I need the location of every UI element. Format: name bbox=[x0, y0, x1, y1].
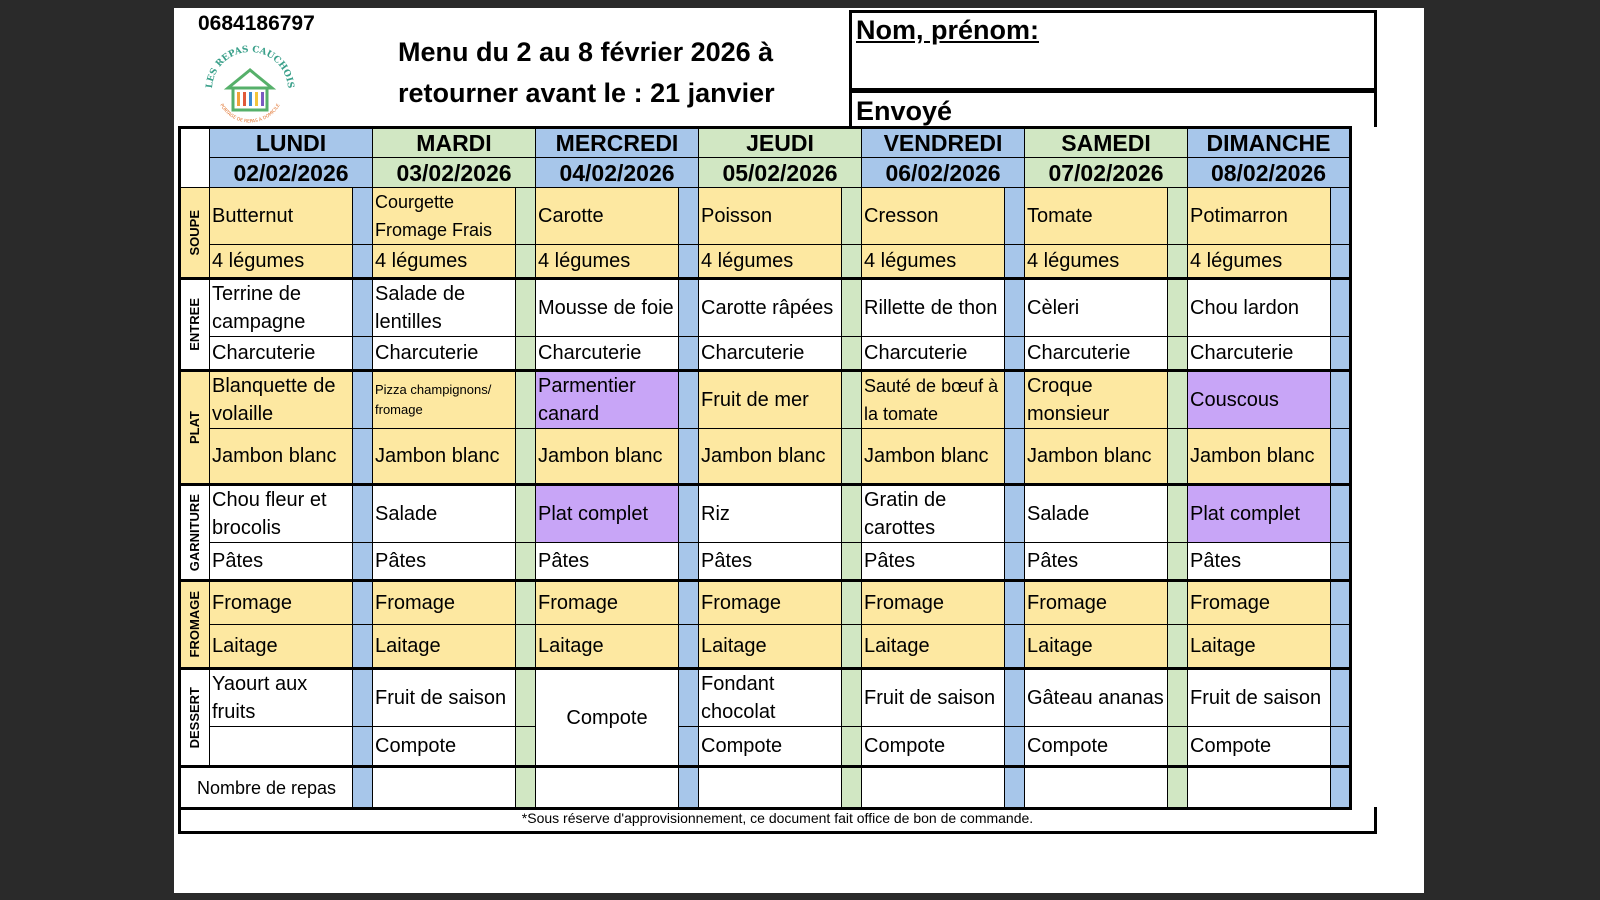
day-stripe bbox=[516, 543, 536, 581]
day-stripe bbox=[1005, 337, 1025, 371]
day-date: 05/02/2026 bbox=[699, 158, 862, 188]
menu-item[interactable]: 4 légumes bbox=[1188, 245, 1331, 279]
menu-item[interactable]: Courgette Fromage Frais bbox=[373, 188, 516, 245]
menu-order-form bbox=[178, 10, 1368, 850]
menu-item[interactable]: Charcuterie bbox=[536, 337, 679, 371]
day-stripe bbox=[1168, 669, 1188, 727]
menu-item[interactable]: Chou fleur et brocolis bbox=[210, 485, 353, 543]
day-stripe bbox=[1005, 543, 1025, 581]
day-stripe bbox=[516, 625, 536, 669]
day-stripe bbox=[1005, 279, 1025, 337]
day-stripe bbox=[842, 727, 862, 767]
menu-item[interactable]: Compote bbox=[699, 727, 842, 767]
menu-item[interactable]: Jambon blanc bbox=[536, 429, 679, 485]
category-label: ENTREE bbox=[187, 298, 202, 351]
menu-item[interactable]: Couscous bbox=[1188, 371, 1331, 429]
menu-item[interactable]: Fruit de saison bbox=[862, 669, 1005, 727]
menu-item[interactable]: Compote bbox=[373, 727, 516, 767]
day-date: 07/02/2026 bbox=[1025, 158, 1188, 188]
footnote: *Sous réserve d'approvisionnement, ce document fait office de bon de commande. bbox=[178, 807, 1377, 834]
day-stripe bbox=[842, 279, 862, 337]
day-stripe bbox=[353, 337, 373, 371]
day-stripe bbox=[516, 188, 536, 245]
day-stripe bbox=[1168, 245, 1188, 279]
meal-count-input[interactable] bbox=[536, 767, 679, 809]
name-field-box[interactable] bbox=[849, 10, 1377, 93]
day-stripe bbox=[842, 767, 862, 809]
menu-item[interactable]: 4 légumes bbox=[862, 245, 1005, 279]
day-stripe bbox=[1331, 625, 1351, 669]
day-stripe bbox=[353, 727, 373, 767]
menu-item[interactable]: Croque monsieur bbox=[1025, 371, 1168, 429]
menu-item[interactable]: Jambon blanc bbox=[862, 429, 1005, 485]
menu-item[interactable]: Pâtes bbox=[1025, 543, 1168, 581]
meal-count-input[interactable] bbox=[373, 767, 516, 809]
day-stripe bbox=[1005, 625, 1025, 669]
plat2-row bbox=[180, 429, 1351, 485]
day-date: 03/02/2026 bbox=[373, 158, 536, 188]
day-date: 06/02/2026 bbox=[862, 158, 1025, 188]
day-stripe bbox=[1168, 429, 1188, 485]
day-stripe bbox=[1331, 279, 1351, 337]
soupe1-row bbox=[180, 188, 1351, 245]
logo-text-top: LES REPAS CAUCHOIS bbox=[204, 44, 296, 89]
menu-table bbox=[178, 126, 1352, 810]
fromage2-row bbox=[180, 625, 1351, 669]
category-plat bbox=[180, 371, 210, 485]
day-stripe bbox=[1168, 485, 1188, 543]
day-stripe bbox=[353, 625, 373, 669]
day-stripe bbox=[1331, 485, 1351, 543]
day-stripe bbox=[1331, 188, 1351, 245]
menu-item[interactable]: Jambon blanc bbox=[210, 429, 353, 485]
menu-item[interactable]: Terrine de campagne bbox=[210, 279, 353, 337]
menu-item[interactable]: 4 légumes bbox=[1025, 245, 1168, 279]
menu-item[interactable]: Yaourt aux fruits bbox=[210, 669, 353, 727]
day-stripe bbox=[842, 245, 862, 279]
menu-item[interactable]: Gratin de carottes bbox=[862, 485, 1005, 543]
menu-item[interactable]: Compote bbox=[1025, 727, 1168, 767]
day-stripe bbox=[842, 188, 862, 245]
meal-count-row bbox=[180, 767, 1351, 809]
menu-item[interactable]: Butternut bbox=[210, 188, 353, 245]
menu-item[interactable]: Charcuterie bbox=[373, 337, 516, 371]
day-stripe bbox=[1168, 279, 1188, 337]
menu-item[interactable]: Fromage bbox=[536, 581, 679, 625]
menu-item[interactable]: Potimarron bbox=[1188, 188, 1331, 245]
day-stripe bbox=[842, 625, 862, 669]
menu-item[interactable]: Fruit de saison bbox=[373, 669, 516, 727]
menu-item[interactable]: Carotte râpées bbox=[699, 279, 842, 337]
day-stripe bbox=[516, 245, 536, 279]
day-stripe bbox=[1168, 371, 1188, 429]
menu-item[interactable]: Cresson bbox=[862, 188, 1005, 245]
day-stripe bbox=[679, 581, 699, 625]
menu-item[interactable]: Gâteau ananas bbox=[1025, 669, 1168, 727]
menu-item[interactable]: Laitage bbox=[862, 625, 1005, 669]
day-stripe bbox=[842, 371, 862, 429]
menu-item[interactable]: Charcuterie bbox=[862, 337, 1005, 371]
menu-item[interactable]: Laitage bbox=[210, 625, 353, 669]
menu-item[interactable]: Jambon blanc bbox=[373, 429, 516, 485]
menu-item[interactable]: Plat complet bbox=[536, 485, 679, 543]
day-name: MARDI bbox=[373, 128, 536, 158]
day-stripe bbox=[353, 485, 373, 543]
day-stripe bbox=[1331, 337, 1351, 371]
menu-item[interactable]: Chou lardon bbox=[1188, 279, 1331, 337]
menu-item[interactable]: Charcuterie bbox=[210, 337, 353, 371]
day-stripe bbox=[1168, 337, 1188, 371]
menu-item[interactable]: Jambon blanc bbox=[1025, 429, 1168, 485]
menu-item[interactable]: Salade bbox=[1025, 485, 1168, 543]
day-stripe bbox=[516, 767, 536, 809]
day-stripe bbox=[1005, 581, 1025, 625]
day-name: SAMEDI bbox=[1025, 128, 1188, 158]
sent-field-box[interactable] bbox=[849, 88, 1377, 127]
day-stripe bbox=[516, 485, 536, 543]
corner-cell bbox=[180, 158, 210, 188]
menu-item[interactable]: Riz bbox=[699, 485, 842, 543]
day-stripe bbox=[679, 727, 699, 767]
fromage1-row bbox=[180, 581, 1351, 625]
menu-item[interactable]: 4 légumes bbox=[699, 245, 842, 279]
menu-item[interactable]: Jambon blanc bbox=[699, 429, 842, 485]
menu-item[interactable]: Salade bbox=[373, 485, 516, 543]
day-name: VENDREDI bbox=[862, 128, 1025, 158]
day-stripe bbox=[679, 669, 699, 727]
name-label: Nom, prénom: bbox=[856, 15, 1040, 45]
menu-item[interactable] bbox=[210, 727, 353, 767]
menu-item[interactable]: Fromage bbox=[1025, 581, 1168, 625]
day-stripe bbox=[1005, 245, 1025, 279]
menu-item[interactable]: Laitage bbox=[699, 625, 842, 669]
category-label: DESSERT bbox=[187, 686, 202, 749]
menu-item[interactable]: Charcuterie bbox=[1188, 337, 1331, 371]
day-stripe bbox=[353, 543, 373, 581]
menu-item[interactable]: Fromage bbox=[373, 581, 516, 625]
day-stripe bbox=[842, 337, 862, 371]
day-stripe bbox=[353, 767, 373, 809]
dessert2-row bbox=[180, 727, 1351, 767]
menu-item[interactable]: Compote bbox=[1188, 727, 1331, 767]
garniture1-row bbox=[180, 485, 1351, 543]
sent-label: Envoyé bbox=[856, 96, 953, 126]
menu-item[interactable]: Pâtes bbox=[536, 543, 679, 581]
day-stripe bbox=[516, 279, 536, 337]
menu-item[interactable]: Fromage bbox=[699, 581, 842, 625]
category-entree bbox=[180, 279, 210, 371]
menu-item[interactable]: Pâtes bbox=[210, 543, 353, 581]
day-date: 04/02/2026 bbox=[536, 158, 699, 188]
day-stripe bbox=[679, 188, 699, 245]
corner-cell bbox=[180, 128, 210, 158]
day-stripe bbox=[1331, 767, 1351, 809]
menu-item[interactable]: Pâtes bbox=[1188, 543, 1331, 581]
day-stripe bbox=[679, 429, 699, 485]
day-name: MERCREDI bbox=[536, 128, 699, 158]
day-stripe bbox=[353, 245, 373, 279]
meal-count-input[interactable] bbox=[862, 767, 1005, 809]
menu-item[interactable]: Carotte bbox=[536, 188, 679, 245]
day-name-row bbox=[180, 128, 1351, 158]
menu-item[interactable]: Fromage bbox=[1188, 581, 1331, 625]
menu-item[interactable]: Poisson bbox=[699, 188, 842, 245]
day-stripe bbox=[679, 279, 699, 337]
day-stripe bbox=[1168, 543, 1188, 581]
day-stripe bbox=[1331, 581, 1351, 625]
category-label: SOUPE bbox=[187, 209, 202, 256]
day-stripe bbox=[516, 669, 536, 727]
menu-item[interactable]: Fruit de saison bbox=[1188, 669, 1331, 727]
day-name: LUNDI bbox=[210, 128, 373, 158]
day-stripe bbox=[353, 279, 373, 337]
day-stripe bbox=[679, 543, 699, 581]
category-fromage bbox=[180, 581, 210, 669]
day-stripe bbox=[516, 371, 536, 429]
logo-text-bottom: PORTAGE DE REPAS À DOMICILE bbox=[218, 103, 282, 125]
menu-item[interactable]: Pâtes bbox=[699, 543, 842, 581]
category-label: PLAT bbox=[187, 411, 202, 444]
category-dessert bbox=[180, 669, 210, 767]
menu-item[interactable]: 4 légumes bbox=[536, 245, 679, 279]
menu-item[interactable]: Fondant chocolat bbox=[699, 669, 842, 727]
day-stripe bbox=[1005, 669, 1025, 727]
dessert1-row bbox=[180, 669, 1351, 727]
menu-item[interactable]: 4 légumes bbox=[210, 245, 353, 279]
menu-item[interactable]: Cèleri bbox=[1025, 279, 1168, 337]
company-logo bbox=[200, 40, 300, 134]
day-stripe bbox=[516, 727, 536, 767]
menu-item[interactable]: Laitage bbox=[1188, 625, 1331, 669]
menu-item[interactable]: Salade de lentilles bbox=[373, 279, 516, 337]
day-stripe bbox=[1005, 485, 1025, 543]
menu-item[interactable]: Pizza champignons/ fromage bbox=[373, 371, 516, 429]
day-stripe bbox=[842, 581, 862, 625]
menu-item[interactable]: Fromage bbox=[210, 581, 353, 625]
menu-item[interactable]: Compote bbox=[536, 669, 679, 767]
menu-item[interactable]: Fruit de mer bbox=[699, 371, 842, 429]
day-stripe bbox=[842, 429, 862, 485]
day-stripe bbox=[679, 245, 699, 279]
meal-count-label: Nombre de repas bbox=[180, 767, 353, 809]
menu-item[interactable]: Jambon blanc bbox=[1188, 429, 1331, 485]
day-stripe bbox=[842, 485, 862, 543]
menu-item[interactable]: Rillette de thon bbox=[862, 279, 1005, 337]
menu-item[interactable]: Tomate bbox=[1025, 188, 1168, 245]
day-name: JEUDI bbox=[699, 128, 862, 158]
day-stripe bbox=[516, 429, 536, 485]
day-stripe bbox=[1005, 767, 1025, 809]
menu-item[interactable]: Mousse de foie bbox=[536, 279, 679, 337]
day-stripe bbox=[1168, 727, 1188, 767]
day-stripe bbox=[353, 188, 373, 245]
day-date-row bbox=[180, 158, 1351, 188]
day-stripe bbox=[1331, 669, 1351, 727]
day-stripe bbox=[1331, 543, 1351, 581]
menu-item[interactable]: Charcuterie bbox=[699, 337, 842, 371]
day-stripe bbox=[1005, 727, 1025, 767]
day-stripe bbox=[842, 669, 862, 727]
meal-count-input[interactable] bbox=[1188, 767, 1331, 809]
day-stripe bbox=[353, 669, 373, 727]
day-stripe bbox=[679, 337, 699, 371]
day-stripe bbox=[1005, 371, 1025, 429]
day-stripe bbox=[1005, 429, 1025, 485]
menu-item[interactable]: Fromage bbox=[862, 581, 1005, 625]
day-stripe bbox=[1168, 581, 1188, 625]
menu-item[interactable]: Laitage bbox=[1025, 625, 1168, 669]
menu-item[interactable]: Parmentier canard bbox=[536, 371, 679, 429]
day-stripe bbox=[1331, 727, 1351, 767]
entree2-row bbox=[180, 337, 1351, 371]
day-stripe bbox=[1168, 767, 1188, 809]
day-date: 02/02/2026 bbox=[210, 158, 373, 188]
day-date: 08/02/2026 bbox=[1188, 158, 1351, 188]
menu-item[interactable]: 4 légumes bbox=[373, 245, 516, 279]
menu-item[interactable]: Plat complet bbox=[1188, 485, 1331, 543]
category-label: FROMAGE bbox=[187, 591, 202, 658]
day-stripe bbox=[516, 337, 536, 371]
day-stripe bbox=[1005, 188, 1025, 245]
menu-title: Menu du 2 au 8 février 2026 à retourner avant le : 21 janvier bbox=[398, 37, 775, 108]
menu-item[interactable]: Pâtes bbox=[862, 543, 1005, 581]
garniture2-row bbox=[180, 543, 1351, 581]
day-stripe bbox=[1331, 245, 1351, 279]
day-stripe bbox=[679, 767, 699, 809]
day-stripe bbox=[1168, 188, 1188, 245]
day-stripe bbox=[516, 581, 536, 625]
day-stripe bbox=[1168, 625, 1188, 669]
day-stripe bbox=[353, 429, 373, 485]
day-name: DIMANCHE bbox=[1188, 128, 1351, 158]
entree1-row bbox=[180, 279, 1351, 337]
day-stripe bbox=[679, 485, 699, 543]
menu-item[interactable]: Laitage bbox=[373, 625, 516, 669]
menu-item[interactable]: Pâtes bbox=[373, 543, 516, 581]
day-stripe bbox=[1331, 371, 1351, 429]
category-garniture bbox=[180, 485, 210, 581]
day-stripe bbox=[679, 371, 699, 429]
meal-count-input[interactable] bbox=[1025, 767, 1168, 809]
plat1-row bbox=[180, 371, 1351, 429]
menu-item[interactable]: Charcuterie bbox=[1025, 337, 1168, 371]
meal-count-input[interactable] bbox=[699, 767, 842, 809]
soupe2-row bbox=[180, 245, 1351, 279]
menu-item[interactable]: Compote bbox=[862, 727, 1005, 767]
menu-item[interactable]: Sauté de bœuf à la tomate bbox=[862, 371, 1005, 429]
day-stripe bbox=[679, 625, 699, 669]
day-stripe bbox=[353, 581, 373, 625]
category-label: GARNITURE bbox=[187, 493, 202, 572]
phone-number: 0684186797 bbox=[198, 12, 315, 35]
menu-item[interactable]: Laitage bbox=[536, 625, 679, 669]
day-stripe bbox=[353, 371, 373, 429]
day-stripe bbox=[1331, 429, 1351, 485]
category-soupe bbox=[180, 188, 210, 279]
day-stripe bbox=[842, 543, 862, 581]
menu-item[interactable]: Blanquette de volaille bbox=[210, 371, 353, 429]
